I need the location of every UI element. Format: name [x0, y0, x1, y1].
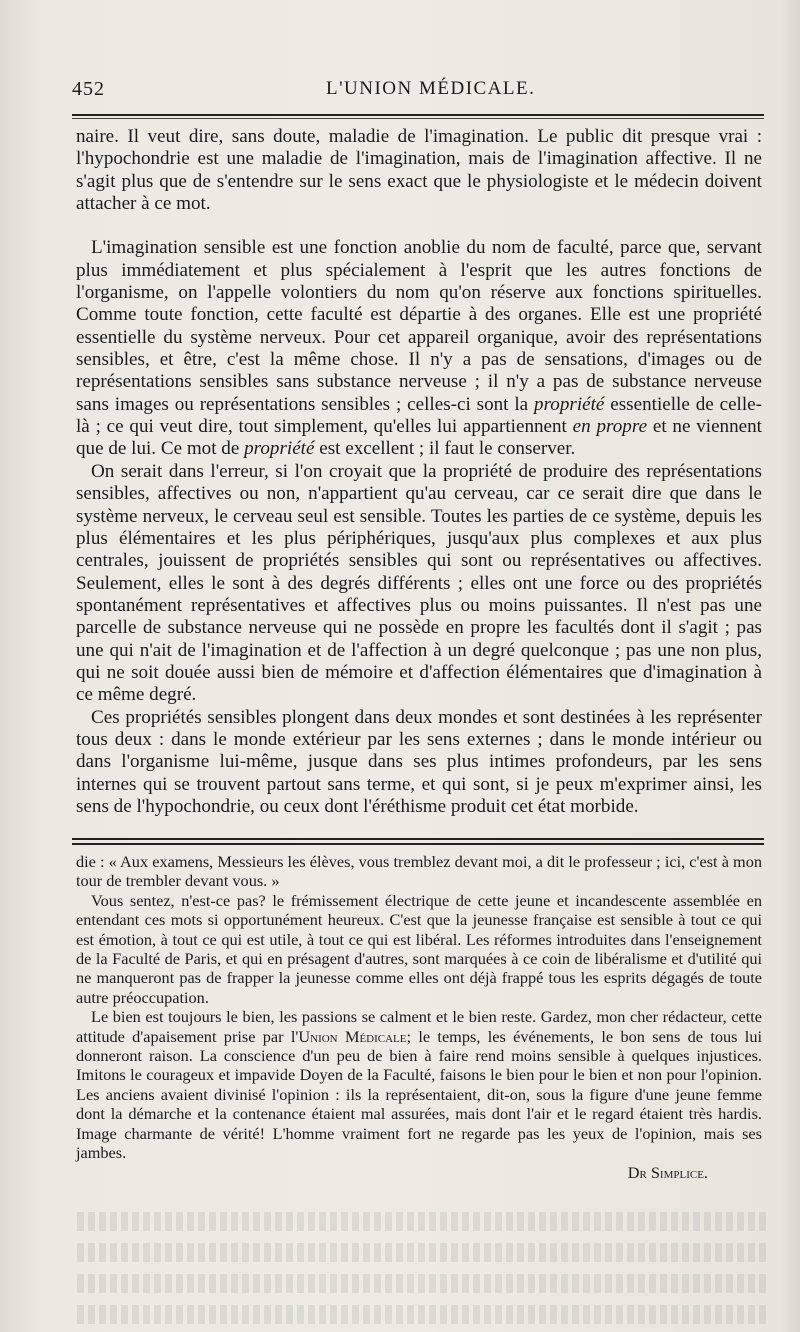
journal-name-smallcaps: Union Médicale — [298, 1026, 407, 1046]
feuilleton-paragraph-3: Le bien est toujours le bien, les passions se calment et le bien reste. Gardez, mon cher rédacteur, cette attitude d'apaisement prise par l'Union Médicale; le temps, les événements, le bon sens de tous lui donneront raison. La conscience d'un peu de bien à faire rend moins sensible à quelques injustices. Imitons le courageux et impavide Doyen de la Faculté, faisons le bien pour le bien et non pour l'opinion. Les anciens avaient divinisé l'opinion : ils la représentaient, dit-on, sous la figure d'une jeune femme dont la démarche et la contenance étaient mal assurées, mais dont l'air et le regard étaient très hardis. Image charmante de vérité! L'homme vraiment fort ne regarde pas les yeux de l'opinion, mais ses jambes. — [76, 1007, 762, 1163]
emphasis-propriete: propriété — [534, 393, 605, 415]
journal-title: L'UNION MÉDICALE. — [326, 78, 536, 99]
emphasis-en-propre: en propre — [572, 416, 648, 438]
paragraph-4: Ces propriétés sensibles plongent dans deux mondes et sont destinées à les représenter tous deux : dans le monde extérieur par les sens externes ; dans le monde intérieur ou dans l'organisme lui-même, jusque dans ses plus intimes profondeurs, par les sens internes qui se trouvent partout sans terme, et qui sont, si je peux m'exprimer ainsi, les sens de l'hypochondrie, ou ceux dont l'éréthisme produit cet état morbide. — [76, 706, 762, 817]
signature: Dr Simplice. — [627, 1162, 708, 1182]
paragraph-1: naire. Il veut dire, sans doute, maladie de l'imagination. Le public dit presque vrai : l'hypochondrie est une maladie de l'imagination, mais de l'imagination affective. Il ne s'agit plus que de s'entendre sur le sens exact que le physiologiste et le médecin doivent attacher à ce mot. — [76, 126, 762, 215]
header-rule — [72, 114, 764, 116]
show-through-texture — [76, 1205, 766, 1325]
paragraph-3: On serait dans l'erreur, si l'on croyait que la propriété de produire des représentations sensibles, affectives ou non, n'appartient qu'au cerveau, car ce serait dire que dans le système nerveux, le cerveau seul est sensible. Toutes les parties de ce système, depuis les plus élémentaires et les plus périphériques, jusqu'aux plus complexes et aux plus centrales, jouissent de propriétés sensibles qui sont ou représentatives ou affectives. Seulement, elles le sont à des degrés différents ; elles ont une force ou des propriétés spontanément représentatives et affectives plus ou moins puissantes. Il n'est pas une parcelle de substance nerveuse qui ne possède en propre les facultés dont il s'agit ; pas une qui n'ait de l'imagination et de l'affection à un degré quelconque ; pas une non plus, qui ne soit douée aussi bien de mémoire et d'affection élémentaires que d'imagination à ce même degré. — [76, 460, 762, 706]
feuilleton-paragraph-1: die : « Aux examens, Messieurs les élèves, vous tremblez devant moi, a dit le professeur ; ici, c'est à mon tour de trembler devant vous. » — [76, 852, 762, 891]
feuilleton-rule — [72, 838, 764, 840]
running-head — [72, 78, 760, 104]
feuilleton-section — [76, 852, 762, 1182]
main-article-text — [76, 126, 762, 818]
page-number: 452 — [72, 78, 105, 100]
feuilleton-paragraph-2: Vous sentez, n'est-ce pas? le frémissement électrique de cette jeune et incandescente assemblée en entendant ces mots si opportunément heureux. C'est que la jeunesse française est sensible à tout ce qui est émotion, à tout ce qui est utile, à tout ce qui est libéral. Les réformes introduites dans l'enseignement de la Faculté de Paris, et qui en présagent d'autres, sont marquées à ce coin de libéralisme et d'utilité qui ne manqueront pas de frapper la jeunesse comme elles ont déjà frappé tous les esprits dégagés de toute autre préoccupation. — [76, 890, 762, 1007]
header-rule-thin — [72, 118, 764, 119]
emphasis-propriete-2: propriété — [244, 438, 315, 460]
paragraph-2: L'imagination sensible est une fonction anoblie du nom de faculté, parce que, servant plus immédiatement et plus spécialement à l'esprit que les autres fonctions de l'organisme, on l'appelle volontiers du nom qu'on réserve aux fonctions spirituelles. Comme toute fonction, cette faculté est départie à des organes. Elle est une propriété essentielle du système nerveux. Pour cet appareil organique, avoir des représentations sensibles, et être, c'est la même chose. Il n'y a pas de sensations, d'images ou de représentations sensibles sans substance nerveuse ; il n'y a pas de substance nerveuse sans images ou représentations sensibles ; celles-ci sont la propriété essentielle de celle-là ; ce qui veut dire, tout simplement, qu'elles lui appartiennent en propre et ne viennent que de lui. Ce mot de propriété est excellent ; il faut le conserver. — [76, 237, 762, 460]
feuilleton-rule-2 — [72, 843, 764, 845]
